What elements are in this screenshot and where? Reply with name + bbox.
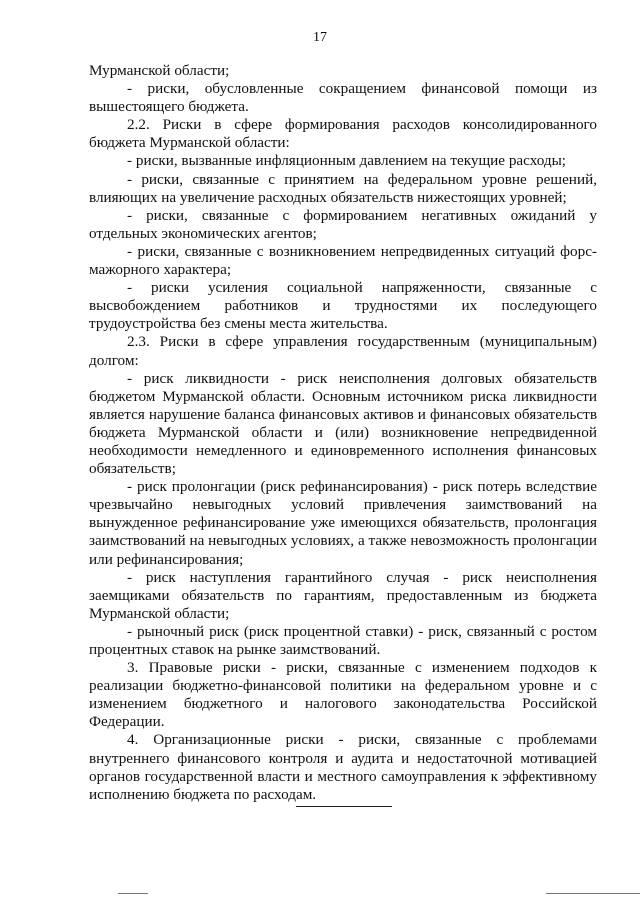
list-item-risk: - рыночный риск (риск процентной ставки) - риск, связанный с ростом процентных ставок на рынке заимствований.: [89, 622, 597, 658]
page-number: 17: [313, 30, 327, 45]
scan-edge-mark: [118, 893, 148, 894]
list-item-risk: - риски, связанные с возникновением непредвиденных ситуаций форс-мажорного характера;: [89, 242, 597, 279]
end-of-text-rule: [296, 806, 392, 807]
list-item-risk: - риск пролонгации (риск рефинансирования) - риск потерь вследствие чрезвычайно невыгодных условий привлечения заимствований на вынужденное рефинансирование уже имеющихся обязательств, пролонгация заимствований на невыгодных условиях, а также невозможность пролонгации или рефинансирования;: [89, 478, 597, 568]
list-item-risk: - риск наступления гарантийного случая - риск неисполнения заемщиками обязательств по гарантиям, предоставленным из бюджета Мурманской области;: [89, 568, 597, 622]
list-item-risk: - риски, связанные с формированием негативных ожиданий у отдельных экономических агентов;: [89, 206, 597, 242]
paragraph-continuation: Мурманской области;: [89, 62, 230, 79]
section-heading-2-2: 2.2. Риски в сфере формирования расходов консолидированного бюджета Мурманской области:: [89, 116, 597, 152]
list-item-risk: - риски, вызванные инфляционным давлением на текущие расходы;: [127, 152, 567, 170]
list-item-risk: - риски усиления социальной напряженности, связанные с высвобождением работников и трудностями их последующего трудоустройства без смены места жительства.: [89, 279, 597, 333]
document-body: [89, 62, 597, 804]
section-heading-2-3: 2.3. Риски в сфере управления государственным (муниципальным) долгом:: [89, 333, 597, 369]
list-item-risk: - риски, обусловленные сокращением финансовой помощи из вышестоящего бюджета.: [89, 80, 597, 116]
list-item-risk: - риски, связанные с принятием на федеральном уровне решений, влияющих на увеличение расходных обязательств нижестоящих уровней;: [89, 170, 597, 206]
section-3-legal-risks: 3. Правовые риски - риски, связанные с изменением подходов к реализации бюджетно-финансовой политики на федеральном уровне и с изменением бюджетного и налогового законодательства Российской Федерации.: [89, 659, 597, 731]
scan-edge-mark: [546, 893, 640, 894]
list-item-risk: - риск ликвидности - риск неисполнения долговых обязательств бюджетом Мурманской области. Основным источником риска ликвидности является нарушение баланса финансовых активов и финансовых обязательств бюджета Мурманской области и (или) возникновение непредвиденной необходимости немедленного и единовременного исполнения финансовых обязательств;: [89, 369, 597, 478]
section-4-organizational-risks: 4. Организационные риски - риски, связанные с проблемами внутреннего финансового контроля и аудита и недостаточной мотивацией органов государственной власти и местного самоуправления к эффективному исполнению бюджета по расходам.: [89, 731, 597, 803]
